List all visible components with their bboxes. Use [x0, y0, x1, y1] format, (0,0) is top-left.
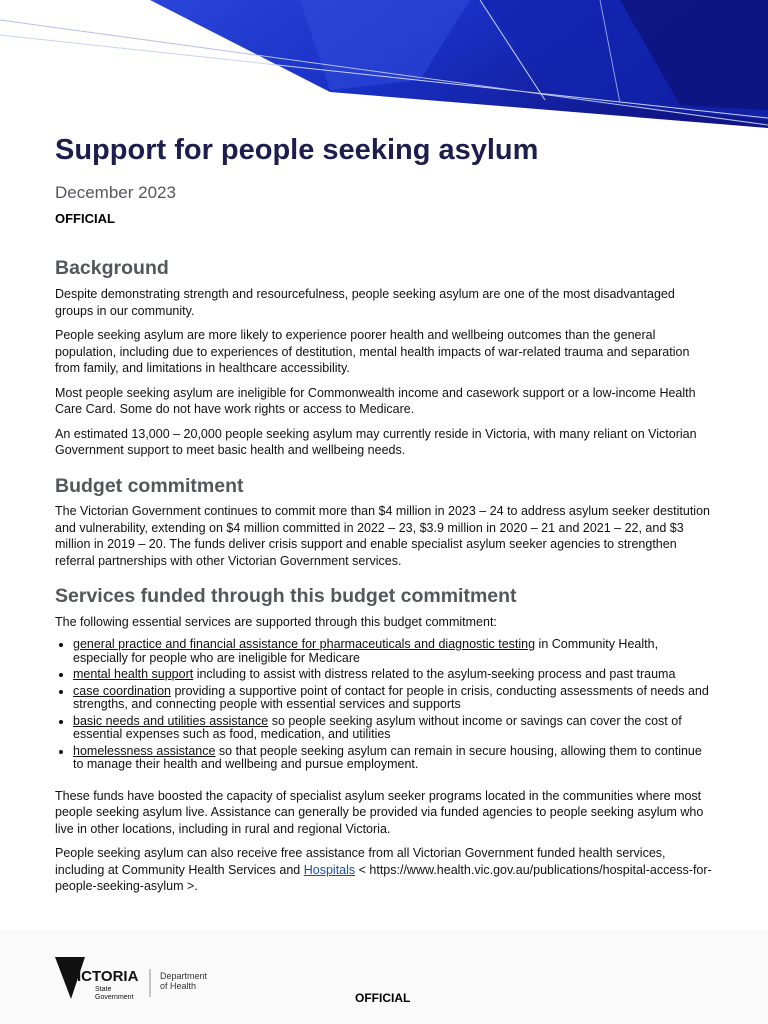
services-list — [55, 638, 715, 772]
service-term: basic needs and utilities assistance — [73, 713, 269, 728]
page-title: Support for people seeking asylum — [55, 134, 539, 166]
services-section — [55, 585, 715, 894]
service-term: homelessness assistance — [73, 743, 216, 758]
document-body — [55, 257, 715, 903]
budget-paragraph: The Victorian Government continues to commit more than $4 million in 2023 – 24 to address asylum seeker destitution and vulnerability, extending on $4 million committed in 2022 – 23, $3.9 million in 2020 – 21 and 2021 – 22, and $3 million in 2019 – 20. The funds deliver crisis support and enable specialist asylum seeker agencies to strengthen referral partnerships with other Victorian Government services. — [55, 504, 710, 568]
background-paragraph: People seeking asylum are more likely to experience poorer health and wellbeing outcomes than the general population, including due to experiences of destitution, mental health impacts of war-related trauma and separation from family, and limitations in healthcare accessibility. — [55, 328, 690, 376]
header-banner — [0, 0, 768, 135]
service-description: providing a supportive point of contact for people in crisis, conducting assessments of needs and strengths, and connecting people with essential services and supports — [73, 683, 709, 712]
logo-wordmark: VICTORIA — [67, 968, 139, 985]
background-paragraph: An estimated 13,000 – 20,000 people seeking asylum may currently reside in Victoria, with many reliant on Victorian Government support to meet basic health and wellbeing needs. — [55, 426, 697, 458]
service-term: case coordination — [73, 683, 171, 698]
service-description: so that people seeking asylum can remain in secure housing, allowing them to continue to manage their health and wellbeing and pursue employment. — [73, 743, 702, 772]
service-term: mental health support — [73, 667, 194, 682]
service-description: including to assist with distress related to the asylum-seeking process and past trauma — [193, 667, 676, 682]
footer-classification-label: OFFICIAL — [355, 991, 411, 1005]
service-description: in Community Health, especially for people who are ineligible for Medicare — [73, 637, 659, 665]
list-item — [73, 638, 715, 665]
background-paragraph: Most people seeking asylum are ineligible for Commonwealth income and casework support or a low-income Health Care Card. Some do not have work rights or access to Medicare. — [55, 385, 696, 417]
services-intro: The following essential services are supported through this budget commitment: — [55, 614, 497, 629]
hospitals-text-before: People seeking asylum can also receive free assistance from all Victorian Government funded health services, including at Community Health Services and — [55, 846, 666, 877]
list-item — [73, 745, 715, 772]
background-heading: Background — [55, 257, 169, 279]
background-section — [55, 257, 715, 459]
classification-label: OFFICIAL — [55, 211, 115, 226]
background-paragraph: Despite demonstrating strength and resourcefulness, people seeking asylum are one of the most disadvantaged groups in our community. — [55, 287, 675, 318]
services-heading: Services funded through this budget commitment — [55, 585, 517, 608]
publication-date: December 2023 — [55, 183, 176, 202]
list-item — [73, 668, 715, 682]
department-name: Department — [160, 971, 208, 981]
service-description: so people seeking asylum without income or savings can cover the cost of essential expenses such as food, medication, and utilities — [73, 713, 682, 742]
logo-subline: Government — [95, 994, 134, 1001]
list-item — [73, 685, 715, 712]
victoria-government-logo — [55, 957, 230, 1005]
list-item — [73, 715, 715, 742]
service-term: general practice and financial assistance for pharmaceuticals and diagnostic testing — [73, 637, 536, 652]
department-name: of Health — [160, 981, 197, 991]
hospitals-link[interactable]: Hospitals — [303, 862, 356, 877]
logo-subline: State — [95, 986, 112, 993]
budget-heading: Budget commitment — [55, 474, 244, 497]
services-paragraph: These funds have boosted the capacity of specialist asylum seeker programs located in the communities where most people seeking asylum live. Assistance can generally be provided via funded agencies to people seeking asylum who live in other locations, including in rural and regional Victoria. — [55, 788, 704, 836]
hospitals-url-text: < https://www.health.vic.gov.au/publications/hospital-access-for-people-seeking-asylum >. — [55, 862, 712, 894]
budget-section — [55, 475, 715, 569]
services-paragraph-hospitals — [55, 845, 715, 895]
